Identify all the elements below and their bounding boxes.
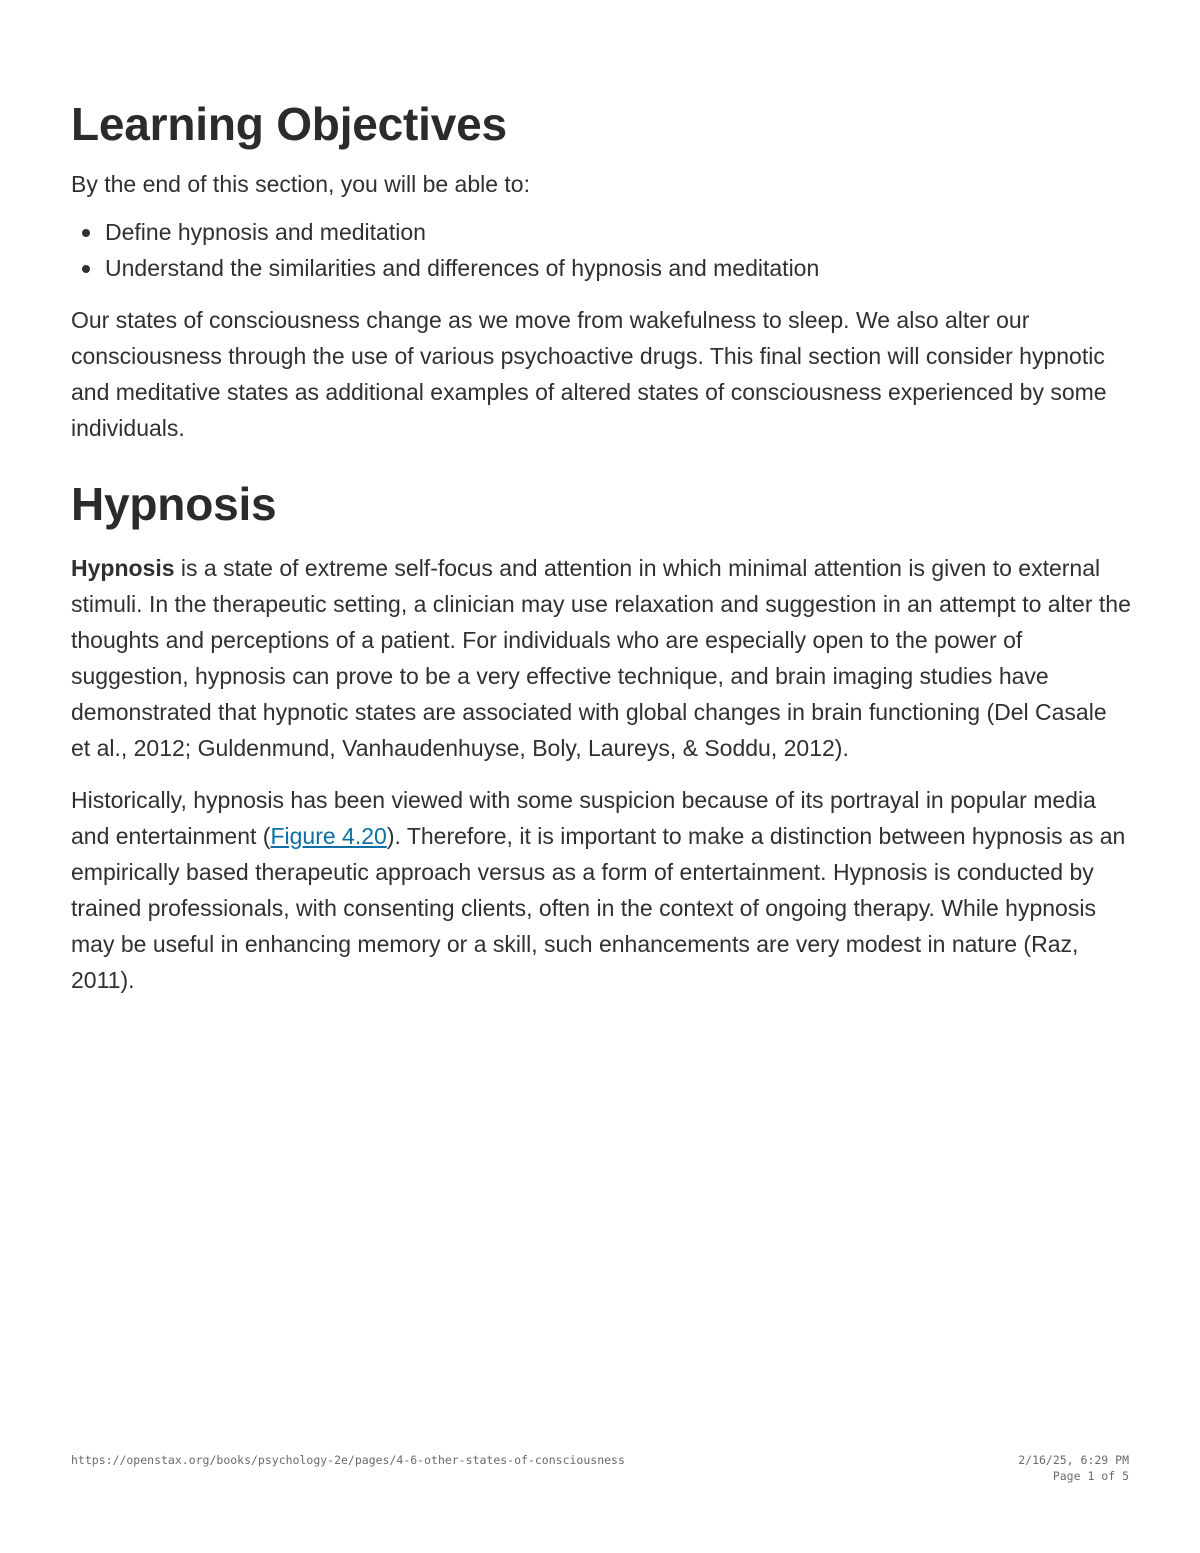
paragraph-text: is a state of extreme self-focus and attention in which minimal attention is given to external stimuli. In the therapeutic setting, a clinician may use relaxation and suggestion in an attempt to alter the thoughts and perceptions of a patient. For individuals who are especially open to the power of suggestion, hypnosis can prove to be a very effective technique, and brain imaging studies have demonstrated that hypnotic states are associated with global changes in brain functioning (Del Casale et al., 2012; Guldenmund, Vanhaudenhuyse, Boly, Laureys, & Soddu, 2012). <box>71 555 1131 761</box>
paragraph-text: ). Therefore, it is important to make a distinction between hypnosis as an empirically based therapeutic approach versus as a form of entertainment. Hypnosis is conducted by trained professionals, with consenting clients, often in the context of ongoing therapy. While hypnosis may be useful in enhancing memory or a skill, such enhancements are very modest in nature (Raz, 2011). <box>71 823 1126 993</box>
footer-page-number: Page 1 of 5 <box>1052 1469 1129 1483</box>
objectives-lead: By the end of this section, you will be able to: <box>71 171 530 197</box>
document-page <box>71 96 1131 998</box>
hypnosis-paragraph-2 <box>71 782 1131 998</box>
footer-url: https://openstax.org/books/psychology-2e/pages/4-6-other-states-of-consciousness <box>71 1453 625 1467</box>
hypnosis-heading: Hypnosis <box>71 478 277 530</box>
learning-objectives-heading: Learning Objectives <box>71 98 507 150</box>
objectives-list <box>71 214 1131 286</box>
list-item <box>105 214 1131 250</box>
key-term: Hypnosis <box>71 555 175 581</box>
objective-text: Understand the similarities and differences of hypnosis and meditation <box>105 255 820 281</box>
hypnosis-paragraph-1 <box>71 550 1131 766</box>
bullet-icon <box>82 265 90 273</box>
intro-paragraph: Our states of consciousness change as we move from wakefulness to sleep. We also alter our consciousness through the use of various psychoactive drugs. This final section will consider hypnotic and meditative states as additional examples of altered states of consciousness experienced by some individuals. <box>71 307 1107 441</box>
footer-timestamp: 2/16/25, 6:29 PM <box>1018 1453 1129 1467</box>
list-item <box>105 250 1131 286</box>
bullet-icon <box>82 229 90 237</box>
figure-link[interactable]: Figure 4.20 <box>270 823 387 849</box>
objective-text: Define hypnosis and meditation <box>105 219 426 245</box>
paragraph-text: Historically, hypnosis has been viewed with some suspicion because of its portrayal in popular media and entertainment ( <box>71 787 1096 849</box>
footer-meta <box>1018 1452 1129 1484</box>
